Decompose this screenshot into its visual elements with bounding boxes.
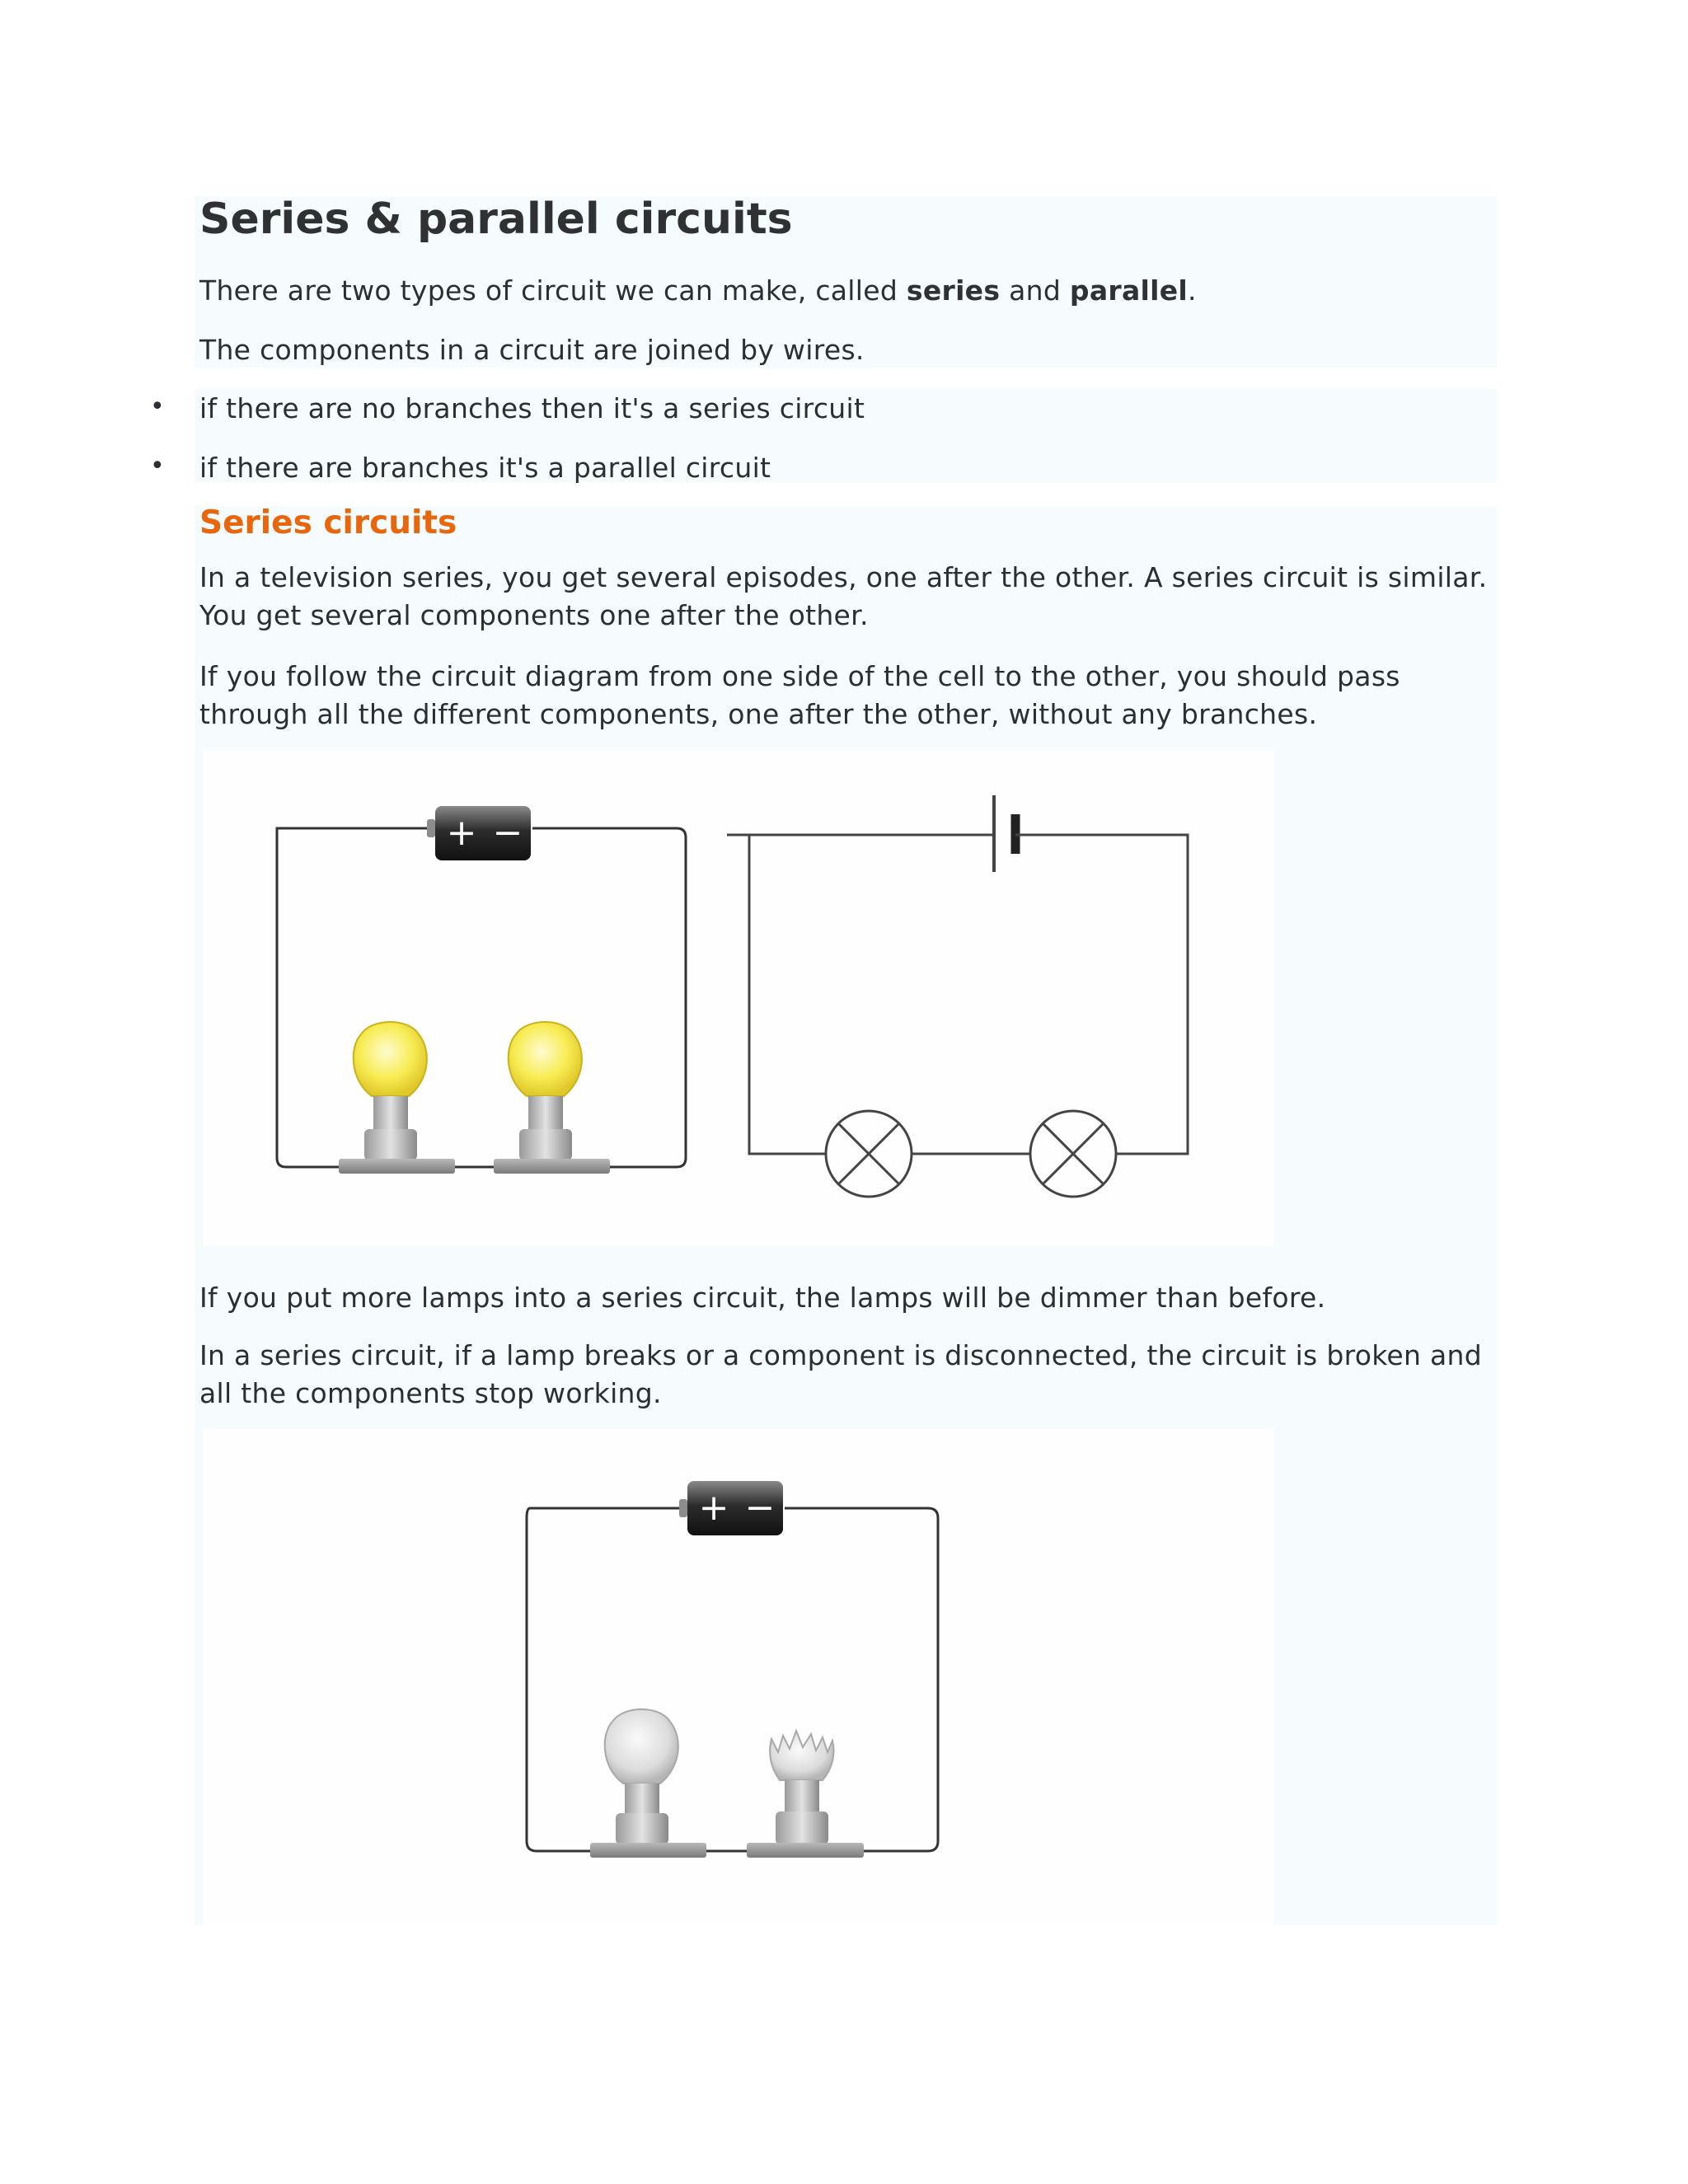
battery-minus-2: −: [744, 1487, 776, 1529]
series-paragraph-broken: In a series circuit, if a lamp breaks or a component is disconnected, the circuit is broken and all the components stop working.: [199, 1339, 1483, 1409]
term-series: series: [906, 274, 1001, 307]
series-circuit-figure: [203, 750, 1274, 1246]
intro-text-end: .: [1188, 274, 1197, 307]
series-paragraph-tv: In a television series, you get several episodes, one after the other. A series circuit is similar. You get several components one after the other.: [199, 561, 1488, 631]
battery-minus: −: [492, 812, 523, 854]
series-heading: Series circuits: [199, 504, 457, 541]
bullet-dot-1: •: [150, 392, 165, 421]
intro-text-and: and: [1000, 274, 1070, 307]
bullet-item-1: if there are no branches then it's a series circuit: [199, 392, 865, 424]
series-circuit-diagram: [203, 750, 1274, 1246]
page-title: Series & parallel circuits: [199, 194, 793, 244]
wire-loop: [277, 828, 686, 1167]
broken-bulb-icon: [747, 1731, 864, 1858]
series-schematic: [727, 795, 1188, 1197]
unlit-bulb-icon: [590, 1709, 706, 1858]
battery-icon-2: [679, 1481, 783, 1535]
lamp-symbol-icon-2: [1030, 1111, 1116, 1197]
battery-plus: +: [446, 812, 477, 854]
series-paragraph-follow: If you follow the circuit diagram from one side of the cell to the other, you should pass through all the different components, one after the other, without any branches.: [199, 660, 1400, 730]
battery-icon: [427, 806, 531, 860]
broken-circuit-figure: [203, 1429, 1274, 1925]
lit-bulb-icon-2: [494, 1022, 610, 1174]
intro-text-a: There are two types of circuit we can make, called: [199, 274, 907, 307]
bullet-item-2: if there are branches it's a parallel circuit: [199, 452, 771, 484]
broken-circuit-diagram: [203, 1429, 1274, 1925]
term-parallel: parallel: [1069, 274, 1189, 307]
series-paragraph-dimmer: If you put more lamps into a series circuit, the lamps will be dimmer than before.: [199, 1282, 1326, 1314]
intro-paragraph-types: [199, 272, 1502, 310]
lamp-symbol-icon-1: [826, 1111, 912, 1197]
wire-loop-2: [527, 1508, 938, 1851]
intro-paragraph-wires: The components in a circuit are joined by wires.: [199, 334, 865, 366]
lit-bulb-icon-1: [339, 1022, 455, 1174]
bullet-dot-2: •: [150, 452, 165, 480]
battery-plus-2: +: [698, 1487, 729, 1529]
